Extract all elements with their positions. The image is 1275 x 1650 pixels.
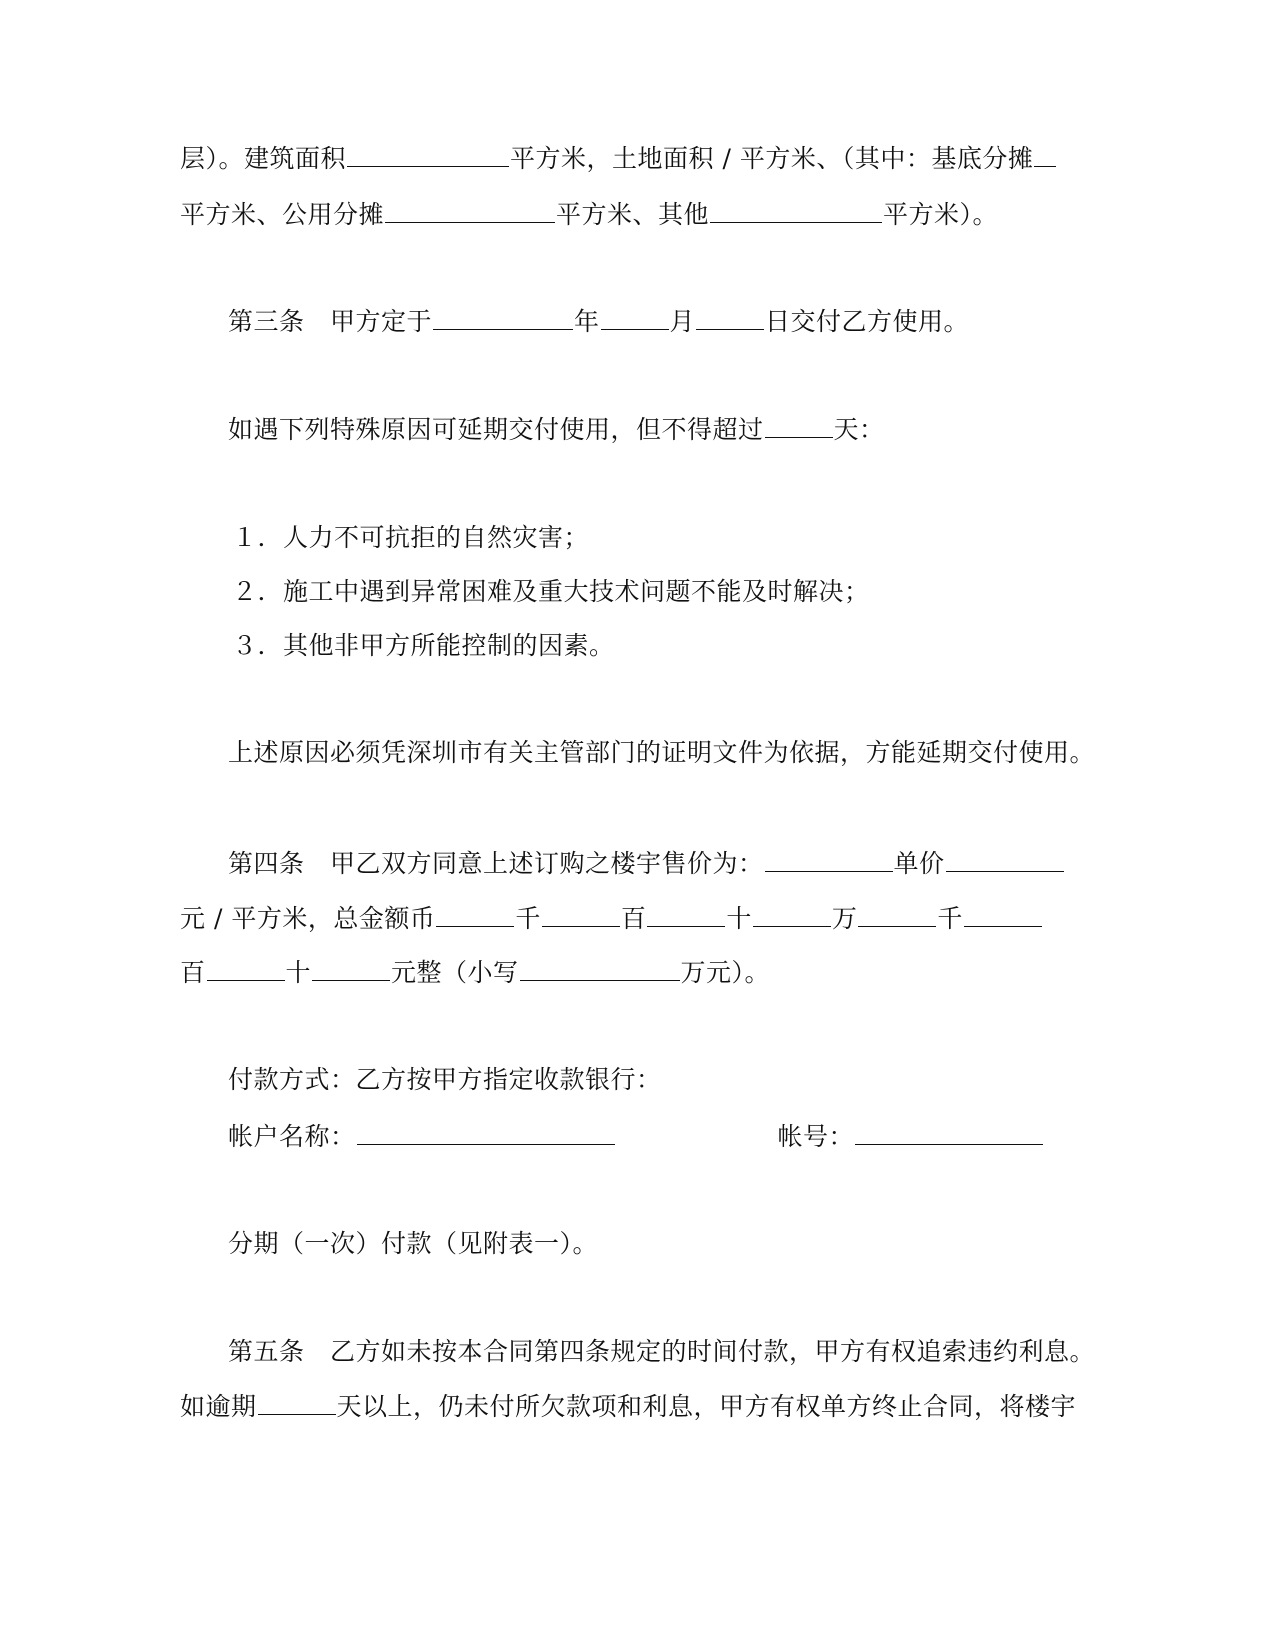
text: 百	[620, 904, 647, 933]
blank-month	[601, 305, 669, 330]
text: ３．其他非甲方所能控制的因素。	[232, 631, 615, 660]
line-account	[228, 1120, 1044, 1153]
line-total-amount-cont	[180, 956, 770, 989]
text: １．人力不可抗拒的自然灾害；	[232, 523, 590, 552]
text: 平方米、其他	[556, 200, 710, 229]
text: 单价	[893, 849, 945, 878]
text: 第三条 甲方定于	[228, 307, 433, 336]
blank-building-area	[347, 142, 509, 167]
text: 付款方式：乙方按甲方指定收款银行：	[228, 1065, 662, 1094]
text: 元 / 平方米，总金额币	[180, 904, 436, 933]
blank-overdue-days	[258, 1390, 336, 1415]
list-item-1	[232, 522, 589, 554]
text: 年	[574, 307, 600, 336]
text: 第四条 甲乙双方同意上述订购之楼宇售价为：	[228, 849, 764, 878]
text: ２．施工中遇到异常困难及重大技术问题不能及时解决；	[232, 577, 870, 606]
blank-amount	[858, 902, 936, 927]
blank-account-number	[855, 1120, 1043, 1145]
blank-account-name	[357, 1120, 615, 1145]
text: 平方米，土地面积 / 平方米、（其中：基底分摊	[510, 144, 1034, 173]
text: 如遇下列特殊原因可延期交付使用，但不得超过	[228, 415, 764, 444]
text: 天以上，仍未付所欠款项和利息，甲方有权单方终止合同，将楼宇	[336, 1392, 1077, 1421]
text: 月	[669, 307, 696, 336]
text: 帐号：	[777, 1122, 855, 1151]
blank-base-share	[1034, 142, 1056, 167]
blank-sale-price	[765, 847, 893, 872]
text: 万	[831, 904, 858, 933]
line-total-amount	[180, 902, 1043, 935]
line-building-area	[180, 142, 1057, 175]
line-article-4	[228, 847, 1065, 880]
line-payment-method	[228, 1064, 662, 1096]
list-item-3	[232, 630, 615, 662]
text: 千	[937, 904, 963, 933]
blank-delay-days	[765, 413, 833, 438]
text: 帐户名称：	[228, 1122, 356, 1151]
line-installment	[228, 1228, 598, 1260]
line-article-5	[228, 1336, 1095, 1368]
blank-amount	[436, 902, 514, 927]
blank-amount	[542, 902, 620, 927]
text: 万元）。	[680, 958, 771, 987]
text: 十	[285, 958, 312, 987]
blank-amount	[753, 902, 831, 927]
blank-day	[696, 305, 764, 330]
line-article-3	[228, 305, 969, 338]
blank-other	[710, 198, 882, 223]
text: 分期（一次）付款（见附表一）。	[228, 1229, 599, 1258]
line-delay-days	[228, 413, 885, 446]
text: 天：	[833, 415, 885, 444]
text: 如逾期	[180, 1392, 257, 1421]
text: 元整（小写	[391, 958, 519, 987]
list-item-2	[232, 576, 870, 608]
text: 上述原因必须凭深圳市有关主管部门的证明文件为依据，方能延期交付使用。	[228, 738, 1096, 767]
blank-amount	[647, 902, 725, 927]
text: 平方米、公用分摊	[180, 200, 385, 229]
text: 平方米）。	[883, 200, 999, 229]
text: 千	[515, 904, 541, 933]
line-public-share	[180, 198, 998, 231]
line-evidence	[228, 737, 1095, 769]
text: 十	[726, 904, 752, 933]
text: 百	[180, 958, 206, 987]
blank-amount	[312, 956, 390, 981]
text: 第五条 乙方如未按本合同第四条规定的时间付款，甲方有权追索违约利息。	[228, 1337, 1096, 1366]
line-overdue	[180, 1390, 1076, 1423]
blank-amount	[964, 902, 1042, 927]
blank-amount-figures	[520, 956, 680, 981]
blank-public-share	[385, 198, 555, 223]
text: 层）。建筑面积	[180, 144, 347, 173]
blank-year	[433, 305, 573, 330]
text: 日交付乙方使用。	[765, 307, 970, 336]
blank-amount	[207, 956, 285, 981]
blank-unit-price	[946, 847, 1064, 872]
